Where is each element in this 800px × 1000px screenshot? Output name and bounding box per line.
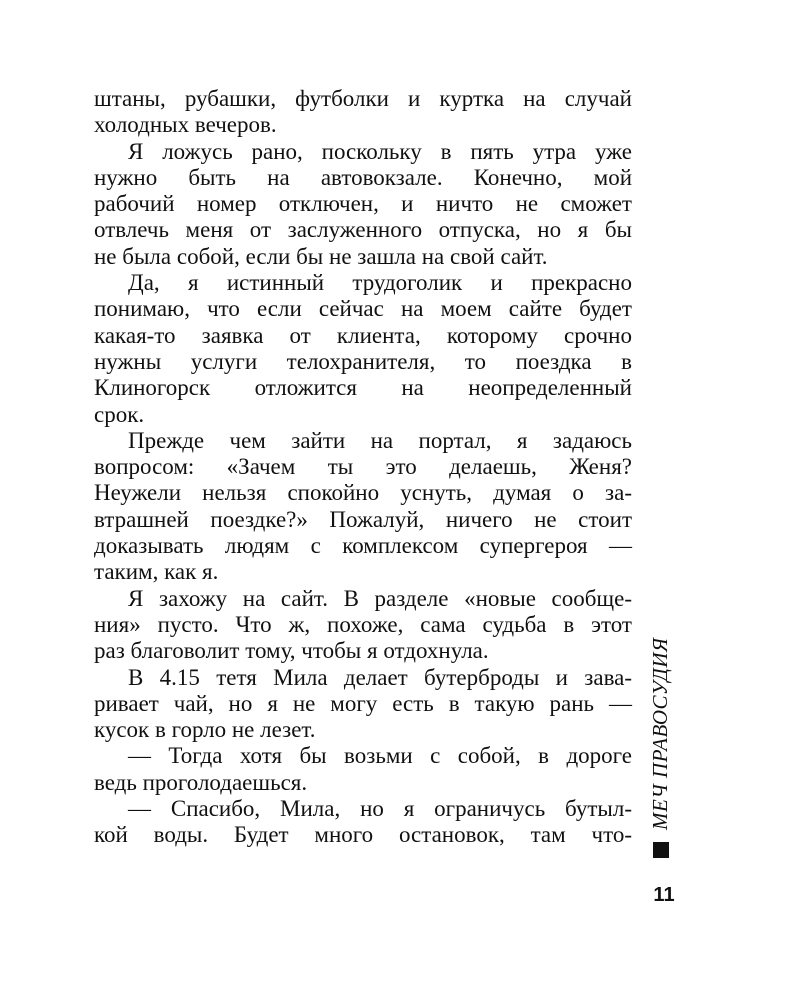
text-line: какая-то заявка от клиента, которому срочно: [94, 322, 632, 348]
text-line: — Тогда хотя бы возьми с собой, в дороге: [128, 743, 632, 769]
text-line: — Спасибо, Мила, но я ограничусь бутыл-: [128, 796, 632, 822]
running-head-title: МЕЧ ПРАВОСУДИЯ: [648, 637, 672, 830]
text-line: нужны услуги телохранителя, то поездка в: [94, 348, 632, 374]
text-line: втрашней поездке?» Пожалуй, ничего не стоит: [94, 506, 632, 532]
text-line: таким, как я.: [94, 559, 219, 585]
text-line: ния» пусто. Что ж, похоже, сама судьба в этот: [94, 611, 632, 637]
text-line: раз благоволит тому, чтобы я отдохнула.: [94, 638, 489, 664]
page-number: 11: [653, 884, 675, 906]
running-head: [640, 637, 680, 830]
text-line: Клиногорск отложится на неопределенный: [94, 375, 632, 401]
text-line: срок.: [94, 401, 145, 427]
text-line: В 4.15 тетя Мила делает бутерброды и зава-: [128, 664, 632, 690]
page-body: [94, 86, 632, 849]
text-line: отвлечь меня от заслуженного отпуска, но я бы: [94, 217, 632, 243]
text-line: рабочий номер отключен, и ничто не сможет: [94, 191, 632, 217]
text-line: Неужели нельзя спокойно уснуть, думая о за-: [94, 480, 632, 506]
text-line: штаны, рубашки, футболки и куртка на случай: [94, 86, 632, 111]
text-line: кусок в горло не лезет.: [94, 717, 316, 743]
text-line: доказывать людям с комплексом супергероя —: [94, 533, 632, 559]
text-line: вопросом: «Зачем ты это делаешь, Женя?: [94, 454, 632, 480]
text-line: кой воды. Будет много остановок, там что-: [94, 822, 632, 848]
text-line: Да, я истинный трудоголик и прекрасно: [128, 270, 632, 296]
text-line: Прежде чем зайти на портал, я задаюсь: [128, 427, 632, 453]
text-line: Я захожу на сайт. В разделе «новые сообще-: [128, 585, 632, 611]
text-line: ривает чай, но я не могу есть в такую рань —: [94, 690, 632, 716]
text-line: Я ложусь рано, поскольку в пять утра уже: [128, 138, 632, 164]
section-marker: [653, 842, 669, 858]
text-line: понимаю, что если сейчас на моем сайте будет: [94, 296, 632, 322]
text-line: холодных вечеров.: [94, 112, 277, 138]
text-line: не была собой, если бы не зашла на свой сайт.: [94, 243, 548, 269]
text-line: нужно быть на автовокзале. Конечно, мой: [94, 164, 632, 190]
text-line: ведь проголодаешься.: [94, 769, 308, 795]
